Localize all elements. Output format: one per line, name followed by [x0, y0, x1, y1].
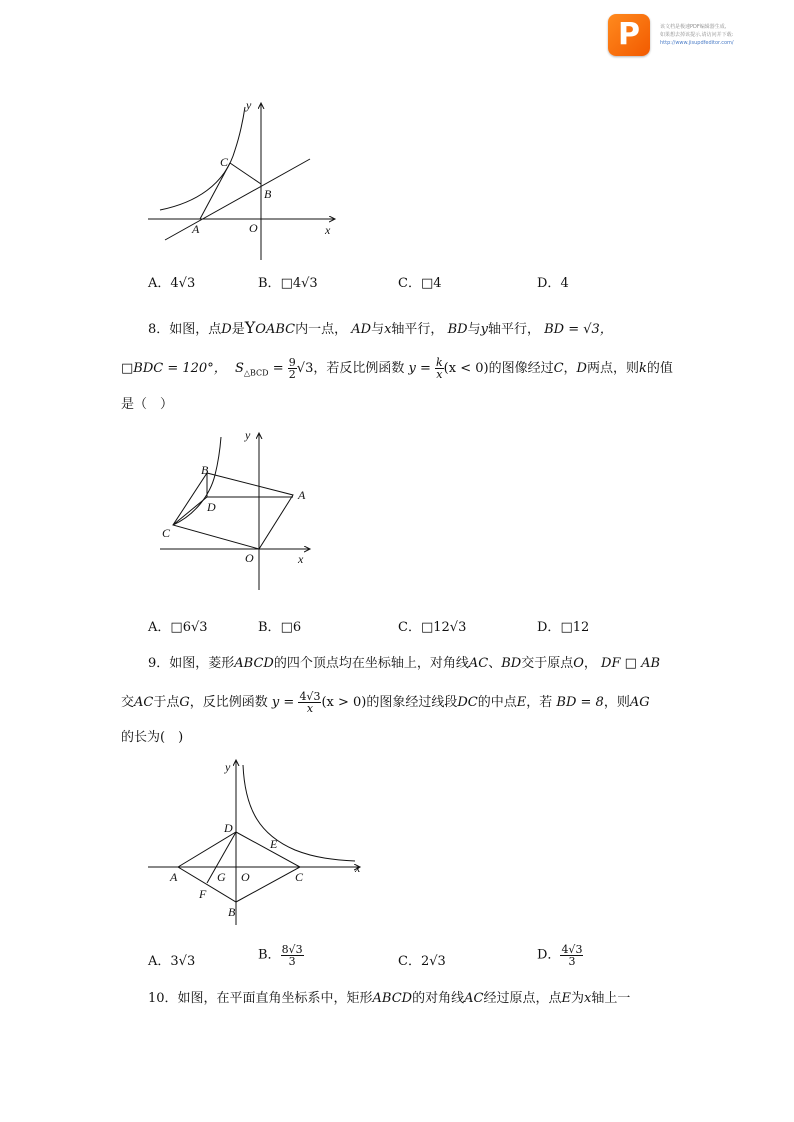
line-ab [165, 159, 310, 240]
label-g: G [217, 870, 226, 884]
segment-cd [173, 497, 207, 525]
label-y: y [225, 760, 231, 774]
watermark-line-2: 如果想去掉该提示,请访问并下载: [660, 32, 734, 38]
label-y: y [245, 428, 251, 442]
q7-option-d[interactable]: D．4 [537, 276, 569, 291]
q9-line-3: 的长为( ) [121, 730, 184, 745]
watermark-link[interactable]: http://www.jisupdfeditor.com/ [660, 40, 734, 46]
pdf-editor-logo [608, 14, 650, 56]
label-d: D [224, 821, 233, 835]
q8-option-b[interactable]: B．□6 [258, 620, 302, 635]
label-a: A [298, 488, 306, 502]
q8-line-3: 是（ ） [121, 397, 174, 412]
label-b: B [264, 187, 272, 201]
label-c: C [220, 155, 229, 169]
q7-option-a[interactable]: A．4√3 [148, 276, 196, 291]
label-x: x [325, 223, 331, 237]
label-d: D [207, 500, 216, 514]
q8-option-c[interactable]: C．□12√3 [398, 620, 467, 635]
watermark-line-1: 该文档是极速PDF编辑器生成, [660, 24, 727, 30]
q9-line-1: 9．如图，菱形ABCD的四个顶点均在坐标轴上，对角线AC、BD交于原点O， DF □ AB [148, 656, 661, 671]
q9-option-d[interactable]: D． $\frac{4√3}{3}$ [537, 943, 583, 968]
label-a: A [192, 222, 200, 236]
label-a: A [170, 870, 178, 884]
q9-option-a[interactable]: A．3√3 [148, 954, 196, 969]
q7-option-c[interactable]: C．□4 [398, 276, 442, 291]
hyperbola [160, 107, 245, 210]
q9-option-c[interactable]: C．2√3 [398, 954, 446, 969]
q9-figure [145, 755, 375, 930]
label-b: B [201, 463, 209, 477]
label-c: C [162, 526, 171, 540]
label-x: x [298, 552, 304, 566]
q8-option-a[interactable]: A．□6√3 [148, 620, 208, 635]
label-c: C [295, 870, 304, 884]
label-o: O [241, 870, 250, 884]
label-x: x [355, 861, 361, 875]
hyperbola [243, 765, 355, 861]
q7-option-b[interactable]: B．□4√3 [258, 276, 318, 291]
segment-cb [230, 163, 261, 184]
q9-line-2: 交AC于点G，反比例函数 y = $\frac{4√3}{x}$ (x > 0)的图象经过线段DC的中点E，若 BD = 8，则AG [121, 690, 650, 715]
label-f: F [199, 887, 207, 901]
segment-ac [200, 163, 230, 219]
parallelogram-oabc [173, 473, 293, 549]
q8-figure [145, 425, 320, 595]
label-y: y [246, 98, 252, 112]
q7-figure [140, 95, 350, 265]
q8-line-1: 8．如图，点D是YOABC内一点， AD与x轴平行， BD与y轴平行， BD = √3， [148, 318, 613, 337]
label-b: B [228, 905, 236, 919]
label-e: E [270, 837, 278, 851]
label-o: O [245, 551, 254, 565]
logo-letter: P [618, 17, 640, 52]
q9-option-b[interactable]: B． $\frac{8√3}{3}$ [258, 943, 303, 968]
q10-line-1: 10．如图，在平面直角坐标系中，矩形ABCD的对角线AC经过原点，点E为x轴上一 [148, 991, 631, 1006]
label-o: O [249, 221, 258, 235]
q8-line-2: □BDC = 120°， $S_{\triangle BCD}$ = $\frac{9}{2}$ √3，若反比例函数 y = $\frac{k}{x}$ (x < 0)的图像经过C，D两点，则k的值 [121, 356, 673, 381]
q8-option-d[interactable]: D．□12 [537, 620, 590, 635]
